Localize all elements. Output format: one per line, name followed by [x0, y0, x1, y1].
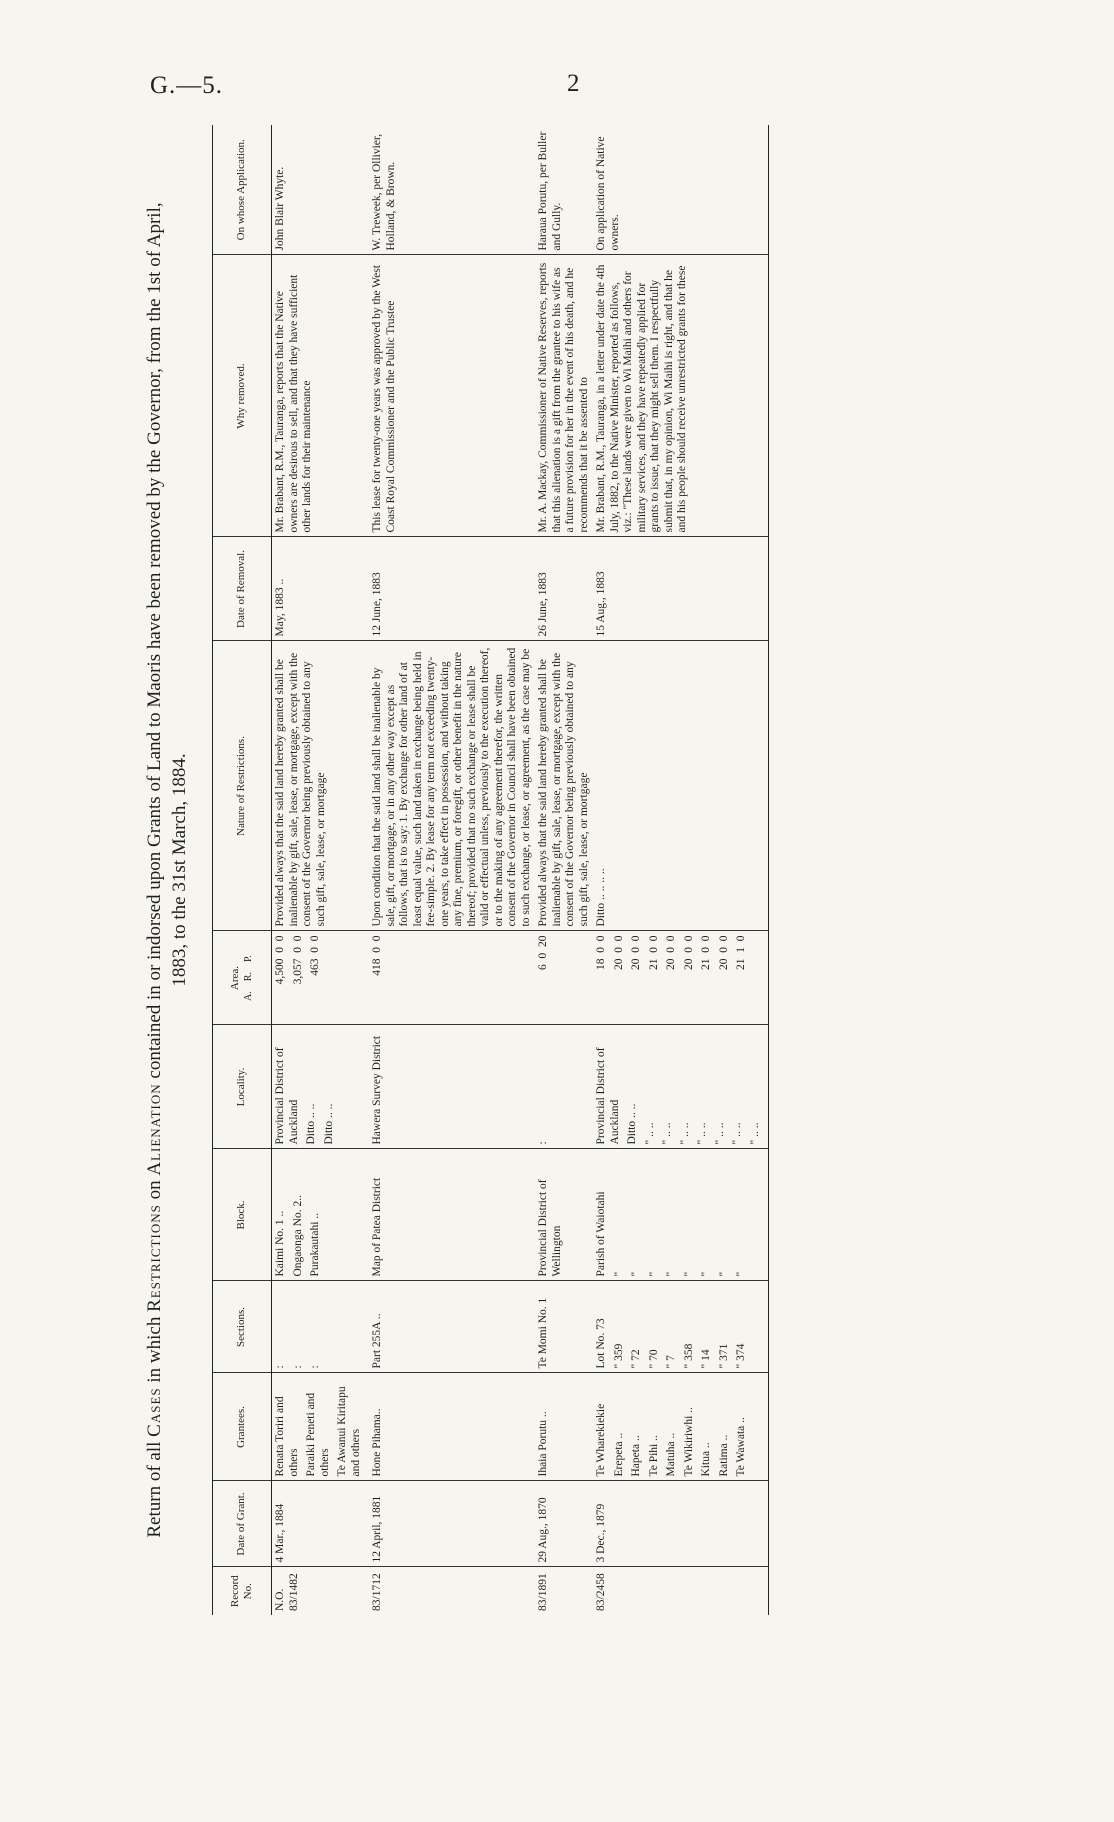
title-lead: Return of all [144, 1441, 165, 1538]
record-cell: 83/1891 [537, 1573, 549, 1611]
grantees-cell [535, 1373, 593, 1481]
area-cell [593, 931, 769, 1025]
sections-cell [272, 1281, 370, 1373]
col-area [213, 931, 272, 1025]
block-cell-item: Ongaonga No. 2.. [291, 1195, 304, 1277]
table-row [535, 125, 593, 1615]
date-removal-cell: May, 1883 .. [272, 537, 370, 641]
block-cell-item: " [735, 1271, 747, 1277]
date-grant-cell: 4 Mar., 1884 [272, 1481, 370, 1567]
area-cell-item: 20 0 0 [665, 935, 677, 970]
area-cell-item: 4,500 0 0 [274, 935, 286, 985]
locality-cell-item: " .. .. [731, 1122, 743, 1145]
col-why: Why removed. [213, 255, 272, 537]
area-cell-item: 21 0 0 [700, 935, 712, 970]
sections-cell-item: : [291, 1365, 304, 1369]
block-cell-item: " [630, 1271, 642, 1277]
date-grant-cell: 29 Aug., 1870 [535, 1481, 593, 1567]
sections-cell [535, 1281, 593, 1373]
table-header-row [213, 125, 272, 1615]
area-units: A. R. P. [243, 955, 254, 1001]
application-cell: Haraua Porutu, per Buller and Gully. [535, 125, 593, 255]
grantees-cell-item: Kitua .. [700, 1442, 712, 1477]
block-cell-item: " [647, 1271, 660, 1277]
block-cell-item: Purakautahi .. [309, 1212, 321, 1277]
locality-cell [535, 1025, 593, 1149]
application-cell: On application of Native owners. [593, 125, 769, 255]
sections-cell-item: : [274, 1365, 286, 1369]
area-cell-item: 20 0 0 [630, 935, 642, 970]
col-date-removal: Date of Removal. [213, 537, 272, 641]
col-locality: Locality. [213, 1025, 272, 1149]
area-cell-item: 20 0 0 [682, 935, 695, 970]
nature-cell: Ditto .. .. .. .. [593, 641, 769, 931]
area-cell-item: 6 0 20 [537, 935, 549, 970]
sections-cell-item: : [309, 1365, 321, 1369]
date-removal-cell: 15 Aug., 1883 [593, 537, 769, 641]
record-cell: 83/2458 [593, 1567, 769, 1615]
block-cell [369, 1149, 535, 1281]
locality-cell-item: " .. .. [661, 1122, 673, 1145]
title-cases: Cases [144, 1387, 165, 1437]
area-cell-item: 20 0 0 [612, 935, 625, 970]
date-removal-cell: 26 June, 1883 [535, 537, 593, 641]
grantees-cell-item: Ratima .. [717, 1434, 730, 1477]
area-cell-item: 18 0 0 [595, 935, 607, 970]
grantees-cell [593, 1373, 769, 1481]
col-sections: Sections. [213, 1281, 272, 1373]
block-cell-item: Map of Patea District [371, 1177, 383, 1277]
title-mid1: in which [144, 1316, 165, 1383]
block-cell-item: " [682, 1271, 695, 1277]
grantees-cell-item: Te Pihi .. [647, 1435, 660, 1477]
grantees-cell-item: Ihaia Porutu .. [537, 1411, 549, 1477]
locality-cell-item: " .. .. [696, 1122, 708, 1145]
sections-cell-item: " 371 [717, 1343, 730, 1369]
table-row [369, 125, 535, 1615]
document-title [140, 125, 192, 1615]
grantees-cell-item: Hone Pihama.. [371, 1408, 383, 1477]
block-cell-item: Kaimi No. 1 .. [274, 1210, 286, 1277]
page-ref: G.—5. [150, 72, 224, 99]
block-cell-item: " [717, 1271, 730, 1277]
sections-cell-item: Part 255A .. [371, 1313, 383, 1369]
record-cell: 83/1712 [371, 1573, 383, 1611]
sections-cell-item: " 14 [700, 1349, 712, 1369]
date-grant-cell: 12 April, 1881 [369, 1481, 535, 1567]
locality-cell [593, 1025, 769, 1149]
locality-cell [272, 1025, 370, 1149]
sections-cell-item: Lot No. 73 [595, 1318, 607, 1369]
locality-cell-item: " .. .. [748, 1122, 761, 1145]
col-grantees: Grantees. [213, 1373, 272, 1481]
page-number: 2 [567, 70, 580, 97]
locality-cell-item: Ditto .. .. [626, 1103, 638, 1145]
col-application: On whose Application. [213, 125, 272, 255]
locality-cell-item: Provincial District of Auckland [274, 1047, 300, 1145]
locality-cell-item: " .. .. [643, 1122, 656, 1145]
block-cell [272, 1149, 370, 1281]
grantees-cell [272, 1373, 370, 1481]
sections-cell-item: " 72 [630, 1349, 642, 1369]
nature-cell: Upon condition that the said land shall be inalienable by sale, gift, or mortgage, or in any other way except as follows, that is to say: 1. By exchange for other land of at least equal value, such land taken in exchange being held in fee-simple. 2. By lease for any term not exceeding twenty-one years, to take effect in possession, and without taking any fine, premium, or foregift, or other benefit in the nature thereof; provided that no such exchange or lease shall be valid or effectual unless, previously to the execution thereof, or to the making of any agreement therefor, the written consent of the Governor in Council shall have been obtained to such exchange, or lease, or agreement, as the case may be [369, 641, 535, 931]
sections-cell-item: " 70 [647, 1349, 660, 1369]
block-cell [535, 1149, 593, 1281]
block-cell [593, 1149, 769, 1281]
block-cell-item: Parish of Waiotahi [595, 1191, 607, 1277]
application-cell: John Blair Whyte. [272, 125, 370, 255]
locality-cell-item: Ditto .. .. [322, 1103, 335, 1145]
sections-cell-item: " 7 [665, 1355, 677, 1369]
nature-cell: Provided always that the said land hereby granted shall be inalienable by gift, sale, lease, or mortgage, except with the consent of the Governor being previously obtained to any such gift, sale, lease, or mortgage [535, 641, 593, 931]
title-alienation: Alienation [144, 1083, 165, 1176]
area-cell-item: 21 0 0 [647, 935, 660, 970]
block-cell-item: " [612, 1271, 625, 1277]
grantees-cell-item: Te Wawata .. [735, 1417, 747, 1477]
col-block: Block. [213, 1149, 272, 1281]
area-cell-item: 3,057 0 0 [291, 935, 304, 985]
area-cell-item: 21 1 0 [735, 935, 747, 970]
rotated-document [140, 125, 990, 1615]
sections-cell [369, 1281, 535, 1373]
title-restrictions: Restrictions [144, 1204, 165, 1312]
locality-cell-item: " .. .. [678, 1122, 691, 1145]
grantees-cell [369, 1373, 535, 1481]
area-cell-item: 463 0 0 [309, 935, 321, 976]
grantees-cell-item: Renata Toriri and others [274, 1396, 300, 1477]
locality-cell-item: Provincial District of Auckland [595, 1047, 621, 1145]
locality-cell-item: Hawera Survey District [371, 1035, 383, 1145]
title-rest: contained in or indorsed upon Grants of Land to Maoris have been removed by the Governor, from the 1st of April, [144, 202, 165, 1079]
area-cell-item: 20 0 0 [717, 935, 730, 970]
why-cell: This lease for twenty-one years was approved by the West Coast Royal Commissioner and the Public Trustee [369, 255, 535, 537]
area-cell [369, 931, 535, 1025]
record-cell: N.O. 83/1482 [274, 1573, 300, 1611]
block-cell-item: " [665, 1271, 677, 1277]
title-mid2: on [144, 1180, 165, 1200]
col-record: Record No. [213, 1567, 272, 1615]
col-area-title: Area. [228, 965, 241, 991]
grantees-cell-item: Paraiki Peneti and others [305, 1392, 331, 1477]
table-row [593, 125, 769, 1615]
locality-cell-item: Ditto .. .. [305, 1103, 317, 1145]
sections-cell-item: " 358 [682, 1343, 695, 1369]
why-cell: Mr. Brabant, R.M., Tauranga, reports that the Native owners are desirous to sell, and that they have sufficient other lands for their maintenance [272, 255, 370, 537]
application-cell: W. Treweek, per Ollivier, Holland, & Brown. [369, 125, 535, 255]
area-cell [535, 931, 593, 1025]
locality-cell-item: : [537, 1141, 549, 1145]
grantees-cell-item: Erepeta .. [612, 1432, 625, 1477]
returns-table [212, 125, 769, 1615]
sections-cell-item: Te Momi No. 1 [537, 1297, 549, 1369]
nature-cell: Provided always that the said land hereby granted shall be inalienable by gift, sale, lease, or mortgage, except with the consent of the Governor being previously obtained to any such gift, sale, lease, or mortgage [272, 641, 370, 931]
locality-cell [369, 1025, 535, 1149]
area-cell [272, 931, 370, 1025]
col-date-grant: Date of Grant. [213, 1481, 272, 1567]
block-cell-item: Provincial District of Wellington [537, 1179, 563, 1277]
sections-cell-item: " 359 [612, 1343, 625, 1369]
locality-cell-item: " .. .. [713, 1122, 726, 1145]
grantees-cell-item: Matuha .. [665, 1432, 677, 1477]
sections-cell-item: " 374 [735, 1343, 747, 1369]
grantees-cell-item: Hapeta .. [630, 1435, 642, 1477]
why-cell: Mr. Brabant, R.M., Tauranga, in a letter under date the 4th July, 1882, to the Native Minister, reported as follows, viz.: "These lands were given to Wi Maihi and others for military services, and they have repeatedly applied for grants to issue, that they might sell them. I respectfully submit that, in my opinion, Wi Maihi is right, and that he and his people should receive unrestricted grants for these [593, 255, 769, 537]
date-grant-cell: 3 Dec., 1879 [593, 1481, 769, 1567]
col-nature: Nature of Restrictions. [213, 641, 272, 931]
table-row [272, 125, 370, 1615]
block-cell-item: " [700, 1271, 712, 1277]
date-removal-cell: 12 June, 1883 [369, 537, 535, 641]
sections-cell [593, 1281, 769, 1373]
grantees-cell-item: Te Wharekiekie [595, 1403, 607, 1477]
table-body [272, 125, 769, 1615]
grantees-cell-item: Te Awanui Kiritapu and others [336, 1386, 362, 1477]
why-cell: Mr. A. Mackay, Commissioner of Native Reserves, reports that this alienation is a gift from the grantee to his wife as a future provision for her in the event of his death, and he recommends that it be assented to [535, 255, 593, 537]
area-cell-item: 418 0 0 [371, 935, 383, 976]
title-line2: 1883, to the 31st March, 1884. [169, 753, 190, 987]
grantees-cell-item: Te Wikiriwhi .. [682, 1407, 695, 1477]
